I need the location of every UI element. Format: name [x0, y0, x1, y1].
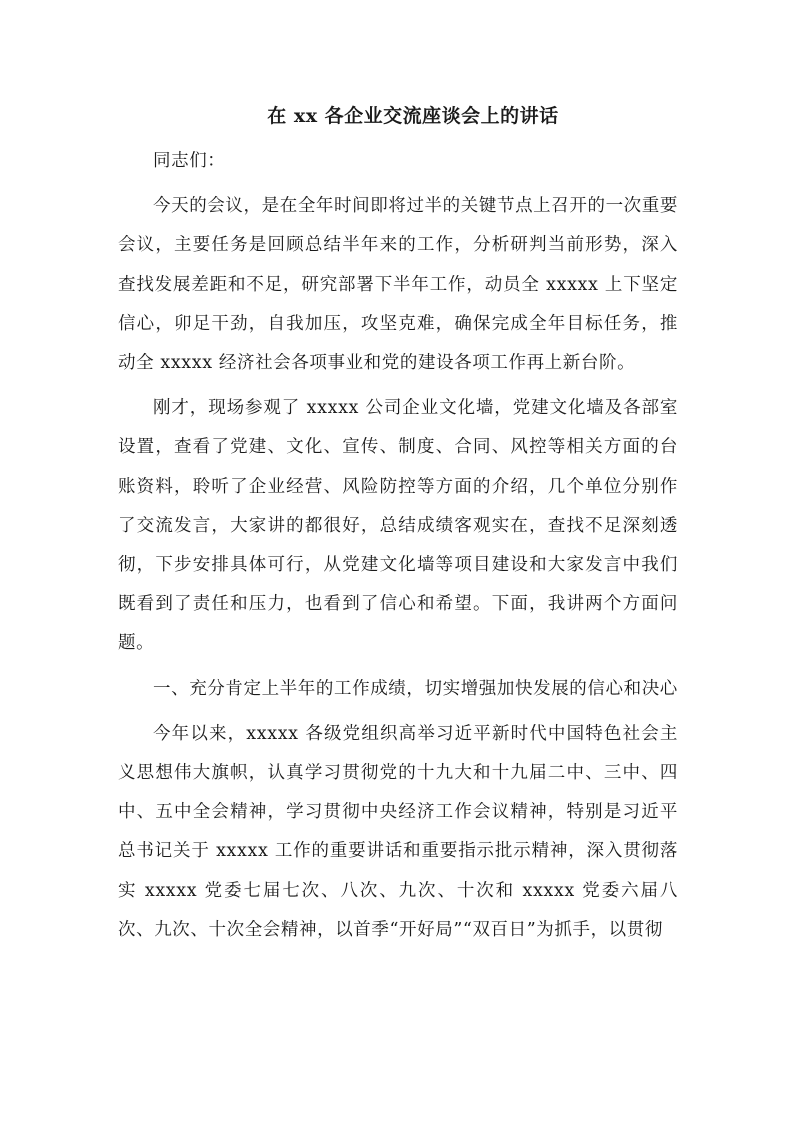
document-title: 在 xx 各企业交流座谈会上的讲话 [267, 105, 559, 127]
paragraph-opening: 今天的会议，是在全年时间即将过半的关键节点上召开的一次重要会议，主要任务是回顾总结半年来的工作，分析研判当前形势，深入查找发展差距和不足，研究部署下半年工作，动员全 xxxxx 上下坚定信心，卯足干劲，自我加压，攻坚克难，确保完成全年目标任务，推动全 xxxxx 经济社会各项事业和党的建设各项工作再上新台阶。 [118, 196, 678, 374]
paragraph-achievements: 今年以来，xxxxx 各级党组织高举习近平新时代中国特色社会主义思想伟大旗帜，认真学习贯彻党的十九大和十九届二中、三中、四中、五中全会精神，学习贯彻中央经济工作会议精神，特别是习近平总书记关于 xxxxx 工作的重要讲话和重要指示批示精神，深入贯彻落实 xxxxx 党委七届七次、八次、九次、十次和 xxxxx 党委六届八次、九次、十次全会精神，以首季“开好局”“双百日”为抓手，以贯彻 [118, 723, 678, 940]
salutation: 同志们： [153, 151, 226, 171]
paragraph-visit: 刚才，现场参观了 xxxxx 公司企业文化墙，党建文化墙及各部室设置，查看了党建、文化、宣传、制度、合同、风控等相关方面的台账资料，聆听了企业经营、风险防控等方面的介绍，几个单位分别作了交流发言，大家讲的都很好，总结成绩客观实在，查找不足深刻透彻，下步安排具体可行，从党建文化墙等项目建设和大家发言中我们既看到了责任和压力，也看到了信心和希望。下面，我讲两个方面问题。 [118, 398, 678, 654]
section-heading-1: 一、充分肯定上半年的工作成绩，切实增强加快发展的信心和决心 [153, 678, 678, 699]
document-page [118, 96, 678, 950]
